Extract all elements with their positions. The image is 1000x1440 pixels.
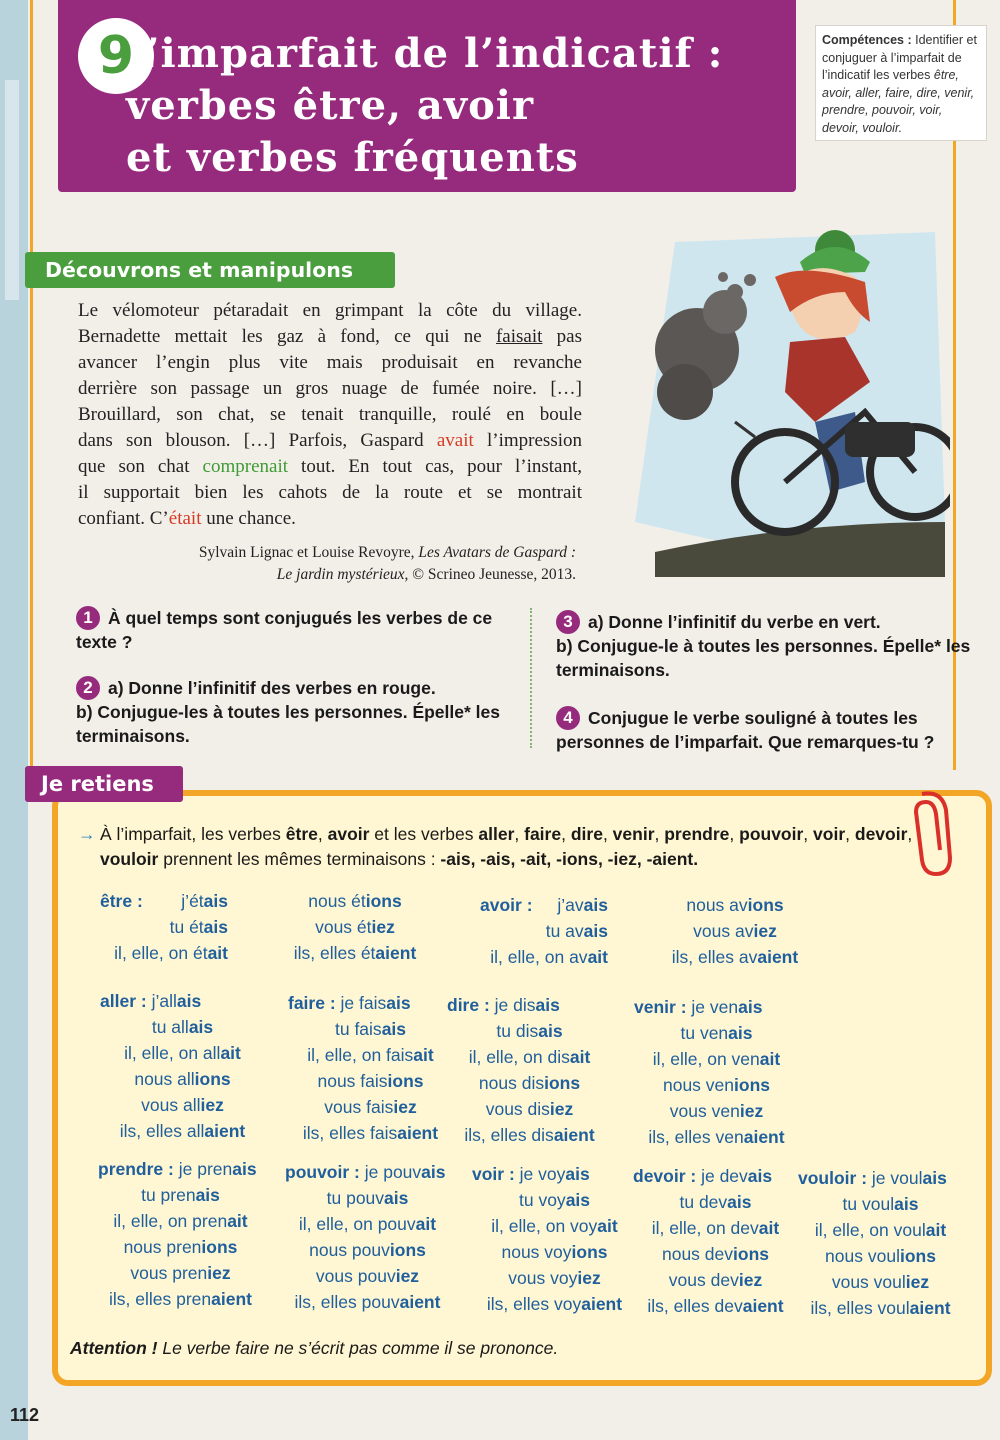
- story-credit: [100, 542, 576, 586]
- conjugation-pouvoir: pouvoir : je pouvais tu pouvais il, elle, on pouvait nous pouvions vous pouviez ils, elles pouvaient: [285, 1162, 446, 1312]
- question-2a-text: a) Donne l’infinitif des verbes en rouge.: [108, 678, 436, 698]
- credit-line-2: Le jardin mystérieux, © Scrineo Jeunesse, 2013.: [276, 566, 576, 583]
- title-line-2: verbes être, avoir: [126, 82, 535, 129]
- question-2: [76, 676, 516, 748]
- attention-note: [70, 1336, 558, 1360]
- competences-label: Compétences :: [822, 33, 912, 47]
- story-line: confiant. C’était une chance.: [78, 508, 296, 529]
- attention-text: Le verbe faire ne s’écrit pas comme il se prononce.: [157, 1338, 559, 1358]
- question-4-text: Conjugue le verbe souligné à toutes les personnes de l’imparfait. Que remarques-tu ?: [556, 708, 935, 752]
- conjugation-devoir: devoir : je devais tu devais il, elle, on devait nous devions vous deviez ils, elles devaient: [633, 1166, 784, 1316]
- attention-label: Attention !: [70, 1338, 158, 1358]
- question-1: [76, 606, 516, 654]
- competences-text: Identifier et conjuguer à l’imparfait de l’indicatif les verbes: [822, 33, 977, 82]
- conjugation-voir: voir : je voyais tu voyais il, elle, on voyait nous voyions vous voyiez ils, elles voyaient: [472, 1164, 623, 1314]
- story-line: dans son blouson. […] Parfois, Gaspard avait l’impression: [78, 430, 582, 451]
- question-3b-text: b) Conjugue-le à toutes les personnes. Épelle* les terminaisons.: [556, 636, 971, 680]
- conjugation-être: être : j’étais tu étais il, elle, on était nous étions vous étiez ils, elles étaient: [100, 891, 417, 963]
- question-2b-text: b) Conjugue-les à toutes les personnes. Épelle* les terminaisons.: [76, 702, 500, 746]
- section-title-je-retiens: Je retiens: [25, 766, 183, 802]
- moped-illustration: [615, 222, 950, 577]
- question-1-number: 1: [76, 606, 100, 630]
- conjugation-venir: venir : je venais tu venais il, elle, on venait nous venions vous veniez ils, elles venaient: [634, 997, 785, 1147]
- question-4: [556, 706, 986, 754]
- lesson-number: 9: [78, 18, 154, 94]
- question-2-number: 2: [76, 676, 100, 700]
- competences-box: [815, 25, 987, 141]
- column-separator: [530, 608, 532, 748]
- question-3a-text: a) Donne l’infinitif du verbe en vert.: [588, 612, 881, 632]
- conjugation-aller: aller : j’allais tu allais il, elle, on allait nous allions vous alliez ils, elles allaient: [100, 991, 246, 1141]
- section-title-decouvrons: Découvrons et manipulons: [25, 252, 395, 288]
- story-line: que son chat comprenait tout. En tout cas, pour l’instant,: [78, 456, 582, 477]
- page-edge-strip: [0, 0, 28, 1440]
- conjugation-dire: dire : je disais tu disais il, elle, on disait nous disions vous disiez ils, elles disaient: [447, 995, 595, 1145]
- question-4-number: 4: [556, 706, 580, 730]
- page-number: 112: [10, 1405, 40, 1425]
- title-line-3: et verbes fréquents: [126, 134, 579, 181]
- story-line: il supportait bien les cahots de la route et se montrait: [78, 482, 582, 503]
- story-text: [78, 298, 582, 532]
- conjugation-faire: faire : je faisais tu faisais il, elle, on faisait nous faisions vous faisiez ils, elles faisaient: [288, 993, 439, 1143]
- credit-line-1: Sylvain Lignac et Louise Revoyre, Les Avatars de Gaspard :: [198, 544, 576, 561]
- conjugation-prendre: prendre : je prenais tu prenais il, elle, on prenait nous prenions vous preniez ils, elles prenaient: [98, 1159, 257, 1309]
- competences-verbs: être, avoir, aller, faire, dire, venir, prendre, pouvoir, voir, devoir, vouloir.: [822, 68, 975, 135]
- story-line: Brouillard, son chat, se tenait tranquille, roulé en boule: [78, 404, 582, 425]
- question-3: [556, 610, 986, 682]
- lesson-header: [58, 0, 796, 192]
- story-line: derrière son passage un gros nuage de fumée noire. […]: [78, 378, 582, 399]
- story-line: Le vélomoteur pétaradait en grimpant la côte du village.: [78, 300, 582, 321]
- story-line: avancer l’engin plus vite mais produisait en revanche: [78, 352, 582, 373]
- title-line-1: L’imparfait de l’indicatif :: [126, 30, 724, 77]
- question-1-text: À quel temps sont conjugués les verbes de ce texte ?: [76, 608, 493, 652]
- imparfait-rule: → À l’imparfait, les verbes être, avoir et les verbes aller, faire, dire, venir, prendre, pouvoir, voir, devoir, vouloir prennent les mêmes terminaisons : -ais, -ais, -ait, -ions, -iez, -aient.: [78, 824, 913, 869]
- question-3-number: 3: [556, 610, 580, 634]
- lesson-title: [126, 28, 786, 184]
- story-line: Bernadette mettait les gaz à fond, ce qui ne faisait pas: [78, 326, 582, 347]
- conjugation-avoir: avoir : j’avais tu avais il, elle, on avait nous avions vous aviez ils, elles avaient: [480, 895, 799, 967]
- conjugation-vouloir: vouloir : je voulais tu voulais il, elle, on voulait nous voulions vous vouliez ils, elles voulaient: [798, 1168, 951, 1318]
